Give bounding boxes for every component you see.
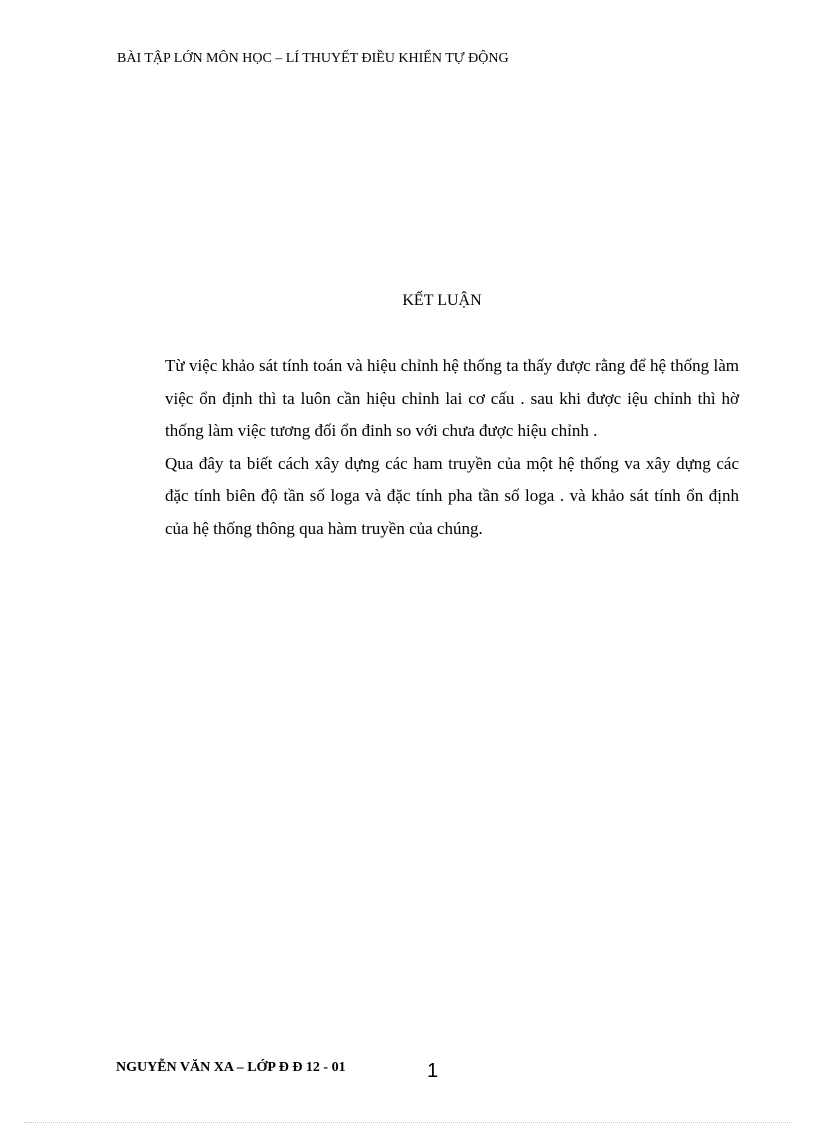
conclusion-paragraph-1: Từ việc khảo sát tính toán và hiệu chỉnh hệ thống ta thấy được rằng để hệ thống làm việc ổn định thì ta luôn cần hiệu chỉnh lai cơ cấu . sau khi được iệu chỉnh thì hờ thống làm việc tương đối ổn đinh so với chưa được hiệu chỉnh . xyxy=(165,356,739,440)
conclusion-heading: KẾT LUẬN xyxy=(402,292,482,309)
conclusion-paragraph-2: Qua đây ta biết cách xây dựng các ham truyền của một hệ thống va xây dựng các đặc tính biên độ tần số loga và đặc tính pha tần số loga . và khảo sát tính ổn định của hệ thống thông qua hàm truyền của chúng. xyxy=(165,453,739,538)
page-header: BÀI TẬP LỚN MÔN HỌC – LÍ THUYẾT ĐIỀU KHIỂN TỰ ĐỘNG xyxy=(117,51,509,66)
page-number: 1 xyxy=(427,1060,439,1082)
conclusion-body xyxy=(165,350,739,545)
page-footer-author: NGUYỄN VĂN XA – LỚP Đ Đ 12 - 01 xyxy=(116,1060,346,1075)
